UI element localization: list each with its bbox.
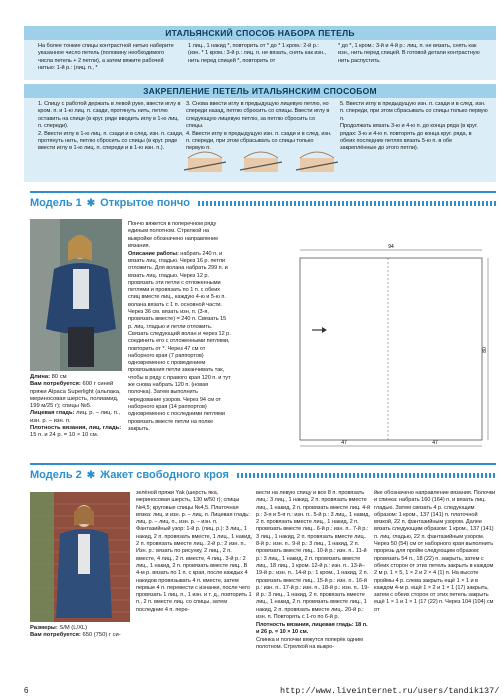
footer-url[interactable]: http://www.liveinternet.ru/users/tandik137/ (280, 686, 500, 696)
model1-photo-figure (30, 219, 122, 371)
model2-sizes-value: S/M (L/XL) (59, 625, 88, 631)
bind-off-step1: 1. Спицу с работой держать в левой руке, ввести иглу в кром. п. и 1-ю лиц. п. сзади, протянуть нить, петлю оставить на спице (в круг. ряде вводить иглу в 1-ю лиц. п. спереди). (38, 101, 181, 129)
model1-gauge-value: 15 п. и 24 р. = 10 × 10 см. (30, 432, 99, 439)
page-number: 6 (24, 686, 29, 695)
bind-off-step4: 4. Ввести иглу в предыдущую изн. п. сзади и в след. изн. п. спереди, при этом сбрасывать со спицы только первую п. (186, 130, 332, 152)
model2-number: Модель 2 (30, 469, 82, 481)
model1-gauge-label: Плотность вязания, лиц. гладь: (30, 425, 122, 432)
pattern-width-right: 47 (432, 440, 438, 446)
bind-off-col1 (38, 101, 184, 153)
italian-cast-on-col3: * до *, 1 кром.: 3-й и 4-й р.: лиц. п. не вязать, снять как изн., нить перед спицей. В готовой детали контрастную нить распустить. (338, 43, 480, 64)
model2-col3: йке обозначено направление вязания. Полочки и спинка: набрать 160 (164) п. и вязать лиц. гладью. Затем связать 4 р. следующим образом: 1 кром., 137 (141) п. платочной вязкой, 22 п. фантазийным узором. Далее вязать следующим образом: 1 кром., 137 (141) п. лиц. гладью, 22 п. фантазийным узором. Через 50 (54) см от наборного края выполнить прорезь для пройм следующим образом: провязать 54 п., 18 (22) п. закрыть, затем с обеих сторон от этих петель закрыть в каждом 2 м р. 1 × 5, 1 × 2 и 2 × 4 (1) п. На высоте проймы 4 р. слева закрыть ещё 1 × 1 и в каждом 4-м р. ещё 1 × 2 и 1 × 1 (17) закрыть, затем с обеих сторон от этих петель закрыть ещё 1 × 1 и 1 × 1 (17 (22) п. Через 104 (104) см от (374, 490, 496, 613)
bind-off-col2 (186, 101, 332, 153)
needle-diagram-1 (184, 152, 226, 172)
model1-size-label: Длина: (30, 374, 51, 380)
bind-off-step5: 5. Ввести иглу в предыдущую изн. п. сзади и в след. изн. п. спереди, при этом сбрасывать со спицы только первую п. (340, 101, 488, 122)
model1-text1: Пончо вяжется в поперечном ряду единым полотном. Стрелкой на выкройке обозначено направление вязания. (128, 221, 219, 249)
pattern-width-top: 94 (388, 244, 394, 250)
bind-off-repeat: Продолжать вязать 3-ю и 4-ю п. до конца ряда (в круг. рядах: 3-ю и 4-ю п. повторять до конца круг. ряда, в обеих последних петлях вязать 5-ю п. в обе закреплённые до этого петли). (340, 123, 478, 152)
model2-title: Жакет свободного кроя (100, 469, 229, 481)
italian-bind-off-box (24, 98, 496, 182)
bind-off-step3: 3. Снова ввести иглу в предыдущую лицевую петлю, но спереди назад, петлю сбросить со спицы. Ввести иглу в следующую лицевую петлю, за петлю сбросить со спицы. (186, 101, 330, 129)
italian-cast-on-col1: На более тонкие спицы контрастной нитью наберите указанное число петель (половину необходимого числа петель + 2 петли), а затем вяжите рабочей нитью: 1-й р.: (лиц. п., * (38, 43, 174, 71)
knitting-direction-arrow-icon (312, 327, 327, 333)
star-icon: ✱ (86, 469, 96, 481)
model1-header (30, 191, 496, 213)
italian-cast-on-title: ИТАЛЬЯНСКИЙ СПОСОБ НАБОРА ПЕТЕЛЬ (24, 26, 496, 40)
italian-cast-on-box (24, 40, 496, 80)
page-footer (0, 684, 504, 700)
needle-diagram-3 (296, 152, 338, 172)
model1-specs (30, 374, 122, 440)
italian-cast-on-col2: 1 лиц., 1 накид *, повторить от * до * 1 кром.: 2-й р.: (изн. * 1 кром.: 3-й р.: лиц. п. не вязать, снять как изн., нить перед спицей *, повторить от (188, 43, 326, 64)
bind-off-step2: 2. Ввести иглу в 1-ю лиц. п. сзади и в след. изн. п. сзади, протянуть нить, петлю сбросить со спицы (в круг. ряде ввести иглу в 1-ю лиц. п. спереди и в 1-ю изн. п.). (38, 130, 184, 152)
model1-materials-value: 600 г синей пряжи Alpaca Superlight (альпака, мериносовая шерсть, полиамид, 199 м/25 г); спицы №5. (30, 381, 121, 410)
model2-specs (30, 625, 130, 640)
pattern-height: 80 (482, 347, 488, 353)
model2-materials-label: Вам потребуется: (30, 632, 81, 639)
model1-materials-label: Вам потребуется: (30, 381, 81, 388)
model2-photo (30, 492, 130, 622)
model2-col2 (256, 490, 370, 678)
model1-pattern-diagram (296, 220, 492, 452)
model2-gauge: Плотность вязания, лицевая гладь: 18 п. и 26 р. = 10 × 10 см. (256, 621, 368, 636)
model2-col2-end: Спинка и полочки вяжутся поперёк одним полотном. Стрелкой на выкро- (256, 636, 363, 651)
pattern-width-left: 47 (341, 440, 347, 446)
model2-col2-text: вести на левую спицу и все 8 п. провязать лиц.: 3 лиц., 1 накид, 2 п. провязать вместе лиц., 1 накид, 2 п. провязать вместе лиц. 4-й р.: 3-я и 5-я п.: изн. п.. 5-й р.: 3 лиц., 1 накид, 2 п. провязать вместе лиц., 1 накид, 2 п. провязать вместе лиц.. 6-й р.: изн. п.. 7-й р.: 3 лиц., 1 накид, 2 п. провязать вместе лиц.. 8-й р.: изн. п.. 9-й р.: 3 лиц., 1 накид, 2 п. провязать вместе лиц.. 10-й р.: изн. п.. 11-й р.: 3 лиц., 1 накид, 2 п. провязать вместе лиц., 18 лиц., 1 кром. 12-й р.: изн. п.. 13-й–19-й р.: изн. п.. 14-й р.: 1 кром., 1 накид, 2 п. провязать вместе лиц.. 15-й р.: изн. п.. 16-й р.: изн. п.. 17-й р.: изн. п.. 18-й р.: изн. п.. 19-й р.: 3 лиц., 1 накид, 2 п. провязать вместе лиц., 1 накид, 2 п. провязать вместе лиц., 1 накид, 2 п. провязать вместе лиц.. 20-й р.: изн. п. Повторять с 1-го по 6-й р. (256, 490, 371, 621)
model1-instructions (128, 221, 232, 432)
model1-title: Открытое пончо (100, 197, 190, 209)
model1-number: Модель 1 (30, 197, 82, 209)
model2-photo-figure (30, 492, 130, 622)
model1-text2: набрать 240 п. и вязать лиц. гладью. Через 16 р. петли отложить. Для волана набрать 299 п. и вязать лиц. гладью. Через 12 р. провязать эти петли с отложенными петлями и провязать по 1 п. с обеих спиц вместе лиц., каждую 4-ю и 5-ю п. волана вязать с 1 п. основной части. Через 36 см. вязать изн. п. (3-я, провязать вместе) = 240 п. Связать 15 р. лиц. гладью и петли отложить. Связать следующий волан и через 12 р. соединить его с отложенными петлями, повторить от *. Через 47 см от наборного края (7 раппортов) одновременно с проведением провязывания петли заканчивать так, чтобы в ряду с правого края 120 п. и тут же снова набрать 120 п. (новая полочка). Затем выполнить чередование узоров. Через 94 см от наборного края (14 раппортов) одновременно с последними петлями провязать вместе петли на полке закрыть. (128, 250, 231, 432)
model1-photo (30, 219, 122, 371)
star-icon: ✱ (86, 197, 96, 209)
model1-stitch-label: Лицевая гладь: (30, 410, 75, 417)
model2-header (30, 463, 496, 485)
model2-materials-value: 650 (750) г си- (82, 632, 121, 639)
bind-off-col3 (340, 101, 488, 153)
pattern-outline (300, 258, 482, 440)
model2-col1: зелёной пряжи Yak (шерсть яка, мериносовая шерсть, 130 м/50 г); спицы №4,5; круговые спицы №4,5. Платочная вязка: лиц. и изн. р. – лиц. п. Лицевая гладь: лиц. р. – лиц. п., изн. р. – изн. п. Фантазийный узор: 1-й р. (лиц. р.): 3 лиц., 1 накид, 2 п. провязать вместе, 1 лиц., 1 накид, 2 п. провязать вместе лиц.. 2-й р.: 2 изн. п.. Изн. р.: вязать по рисунку, 2 лиц., 2 п. вместе, 4 лиц., 2 п. вместе, 4 лиц.. 3-й р.: 2 лиц., 1 накид, 2 п. провязать вместе лиц.. В 4-м р. вязать по 1 п. с края, после каждых 4 накидов провязывать 4 п. вместе, затем первые 4 п. перевести с изнанки, после чего провязать 1 лиц. п., 1 изн. и т. д., повторить 1 п., 2 п. вместе лиц. со спицы, затем последние 4 п. пере- (136, 490, 252, 613)
model1-stitch-value: лиц. р. – лиц. п., изн. р. – изн. п. (30, 410, 121, 424)
italian-bind-off-title: ЗАКРЕПЛЕНИЕ ПЕТЕЛЬ ИТАЛЬЯНСКИМ СПОСОБОМ (24, 84, 496, 98)
needle-diagram-2 (240, 152, 282, 172)
model1-text2-label: Описание работы: (128, 250, 179, 257)
model1-size-value: 80 см (51, 374, 67, 380)
model2-sizes-label: Размеры: (30, 625, 58, 631)
